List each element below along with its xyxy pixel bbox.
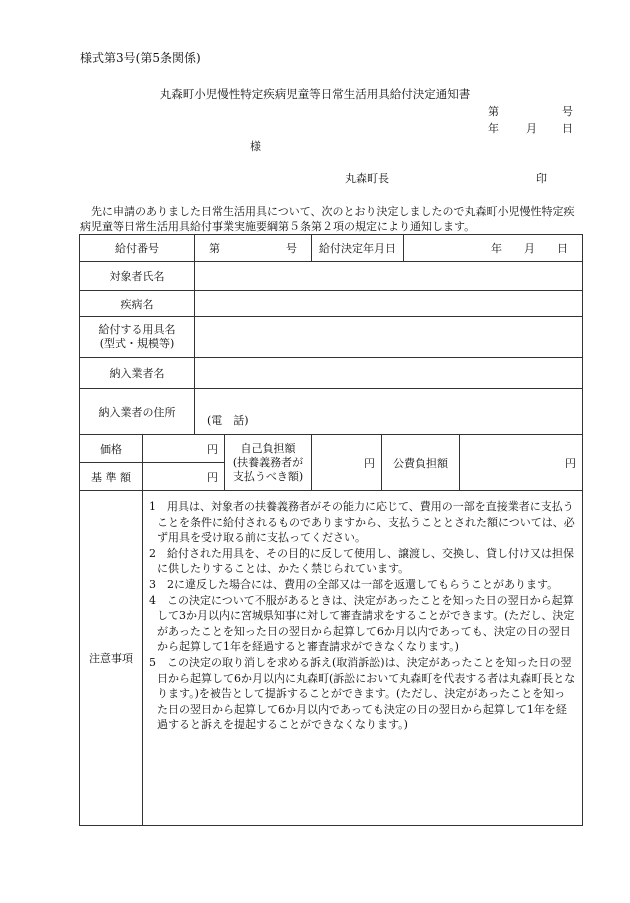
document-title: 丸森町小児慢性特定疾病児童等日常生活用具給付決定通知書	[159, 87, 471, 101]
note-item-5: 5 この決定の取り消しを求める訴え(取消訴訟)は、決定があったことを知った日の翌日から起算して6か月以内に丸森町(訴訟において丸森町を代表する者は丸森町長となります。)を被告として提訴することができます。(ただし、決定があったことを知った日の翌日から起算して6か月以内であっても決定の日の翌日から起算して1年を経過すると訴えを提起することができなくなります。)	[149, 655, 576, 732]
note-item-4: 4 この決定について不服があるときは、決定があったことを知った日の翌日から起算して3か月以内に宮城県知事に対して審査請求をすることができます。(ただし、決定があったことを知った日の翌日から起算して6か月以内であっても、決定の日の翌日から起算して1年を経過すると審査請求ができなくなります。)	[149, 593, 575, 654]
date-year: 年	[488, 122, 499, 135]
self-burden-line1: 自己負担額	[240, 441, 296, 455]
self-burden-line2: (扶養義務者が	[232, 455, 304, 469]
grant-number-suffix: 号	[286, 242, 297, 255]
decision-table	[79, 234, 583, 826]
notes-label: 注意事項	[80, 491, 143, 826]
self-burden-label	[225, 435, 312, 491]
form-number: 様式第3号(第5条関係)	[80, 51, 201, 65]
notes-list	[143, 491, 583, 826]
grant-number-prefix: 第	[209, 242, 220, 255]
base-amount-value[interactable]: 円	[143, 463, 225, 491]
base-amount-label: 基 準 額	[80, 463, 143, 491]
public-burden-value[interactable]: 円	[460, 435, 583, 491]
target-name-label: 対象者氏名	[80, 262, 195, 291]
target-name-value[interactable]	[195, 262, 583, 291]
recipient-suffix: 様	[250, 140, 261, 153]
note-item-2: 2 給付された用具を、その目的に反して使用し、譲渡し、交換し、貸し付け又は担保に供したりすることは、かたく禁じられています。	[149, 546, 574, 576]
vendor-address-label: 納入業者の住所	[80, 389, 195, 435]
equipment-value[interactable]	[195, 317, 583, 358]
price-value[interactable]: 円	[143, 435, 225, 463]
issuer: 丸森町長	[345, 172, 389, 185]
decision-date-year: 年	[491, 242, 502, 255]
phone-label: (電 話)	[207, 414, 249, 427]
price-label: 価格	[80, 435, 143, 463]
note-item-3: 3 2に違反した場合には、費用の全部又は一部を返還してもらうことがあります。	[149, 577, 559, 591]
number-suffix: 号	[562, 105, 573, 118]
grant-number-value[interactable]	[195, 235, 312, 262]
decision-date-month: 月	[524, 242, 535, 255]
date-month: 月	[526, 122, 537, 135]
disease-value[interactable]	[195, 291, 583, 317]
public-burden-label: 公費負担額	[382, 435, 460, 491]
decision-date-value[interactable]	[404, 235, 583, 262]
equipment-label-line1: 給付する用具名	[98, 323, 176, 336]
intro-text: 先に申請のありました日常生活用具について、次のとおり決定しましたので丸森町小児慢性特定疾病児童等日常生活用具給付事業実施要綱第５条第２項の規定により通知します。	[80, 205, 575, 233]
grant-number-label: 給付番号	[80, 235, 195, 262]
equipment-label-line2: (型式・規模等)	[99, 337, 175, 350]
vendor-address-value[interactable]	[195, 389, 583, 435]
disease-label: 疾病名	[80, 291, 195, 317]
equipment-label	[80, 317, 195, 358]
decision-date-label: 給付決定年月日	[312, 235, 404, 262]
number-prefix: 第	[488, 105, 499, 118]
vendor-label: 納入業者名	[80, 358, 195, 389]
date-day: 日	[562, 122, 573, 135]
decision-date-day: 日	[557, 242, 568, 255]
seal-mark: 印	[536, 172, 547, 185]
note-item-1: 1 用具は、対象者の扶養義務者がその能力に応じて、費用の一部を直接業者に支払うことを条件に給付されるものでありますから、支払うこととされた額については、必ず用具を受け取る前に支払ってください。	[149, 500, 575, 545]
self-burden-value[interactable]: 円	[312, 435, 382, 491]
self-burden-line3: 支払うべき額)	[232, 469, 304, 483]
vendor-value[interactable]	[195, 358, 583, 389]
